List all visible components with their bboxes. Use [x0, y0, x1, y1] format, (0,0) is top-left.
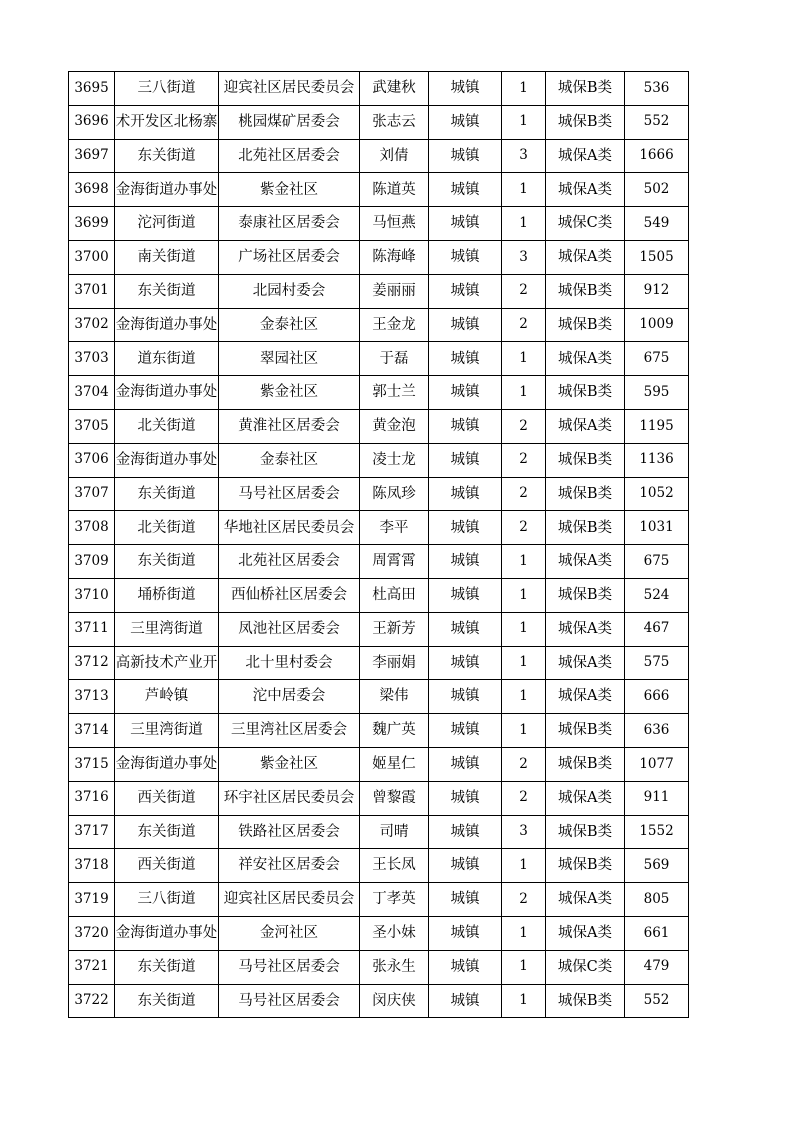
- area-type-cell: 城镇: [429, 409, 502, 443]
- community-cell: 马号社区居委会: [219, 984, 360, 1018]
- community-cell: 铁路社区居委会: [219, 815, 360, 849]
- amount-cell: 661: [625, 916, 689, 950]
- category-cell: 城保B类: [546, 72, 625, 106]
- name-cell: 周霄霄: [360, 545, 429, 579]
- table-row: [69, 646, 689, 680]
- district-cell: 金海街道办事处: [115, 308, 219, 342]
- name-cell: 司晴: [360, 815, 429, 849]
- serial-number-cell: 3703: [69, 342, 115, 376]
- table-row: [69, 578, 689, 612]
- area-type-cell: 城镇: [429, 714, 502, 748]
- serial-number-cell: 3718: [69, 849, 115, 883]
- district-cell: 埇桥街道: [115, 578, 219, 612]
- area-type-cell: 城镇: [429, 443, 502, 477]
- area-type-cell: 城镇: [429, 849, 502, 883]
- name-cell: 李平: [360, 511, 429, 545]
- area-type-cell: 城镇: [429, 646, 502, 680]
- category-cell: 城保B类: [546, 477, 625, 511]
- category-cell: 城保A类: [546, 883, 625, 917]
- area-type-cell: 城镇: [429, 139, 502, 173]
- household-count-cell: 2: [502, 443, 546, 477]
- name-cell: 圣小妹: [360, 916, 429, 950]
- name-cell: 张志云: [360, 105, 429, 139]
- name-cell: 黄金泡: [360, 409, 429, 443]
- name-cell: 武建秋: [360, 72, 429, 106]
- name-cell: 陈海峰: [360, 240, 429, 274]
- category-cell: 城保B类: [546, 714, 625, 748]
- name-cell: 闵庆侠: [360, 984, 429, 1018]
- area-type-cell: 城镇: [429, 72, 502, 106]
- district-cell: 沱河街道: [115, 207, 219, 241]
- community-cell: 广场社区居委会: [219, 240, 360, 274]
- household-count-cell: 1: [502, 984, 546, 1018]
- serial-number-cell: 3702: [69, 308, 115, 342]
- district-cell: 东关街道: [115, 950, 219, 984]
- amount-cell: 1195: [625, 409, 689, 443]
- community-cell: 泰康社区居委会: [219, 207, 360, 241]
- amount-cell: 1052: [625, 477, 689, 511]
- household-count-cell: 1: [502, 376, 546, 410]
- household-count-cell: 2: [502, 308, 546, 342]
- category-cell: 城保A类: [546, 173, 625, 207]
- amount-cell: 911: [625, 781, 689, 815]
- district-cell: 金海街道办事处: [115, 443, 219, 477]
- amount-cell: 805: [625, 883, 689, 917]
- serial-number-cell: 3697: [69, 139, 115, 173]
- serial-number-cell: 3716: [69, 781, 115, 815]
- name-cell: 陈凤珍: [360, 477, 429, 511]
- name-cell: 王新芳: [360, 612, 429, 646]
- name-cell: 王长凤: [360, 849, 429, 883]
- district-cell: 西关街道: [115, 781, 219, 815]
- area-type-cell: 城镇: [429, 376, 502, 410]
- serial-number-cell: 3700: [69, 240, 115, 274]
- amount-cell: 1009: [625, 308, 689, 342]
- category-cell: 城保B类: [546, 815, 625, 849]
- roster-body: [69, 72, 689, 1018]
- roster-table: [68, 71, 689, 1018]
- category-cell: 城保C类: [546, 950, 625, 984]
- table-row: [69, 376, 689, 410]
- area-type-cell: 城镇: [429, 612, 502, 646]
- category-cell: 城保B类: [546, 376, 625, 410]
- name-cell: 姬星仁: [360, 747, 429, 781]
- amount-cell: 552: [625, 105, 689, 139]
- area-type-cell: 城镇: [429, 680, 502, 714]
- table-row: [69, 477, 689, 511]
- category-cell: 城保B类: [546, 105, 625, 139]
- serial-number-cell: 3709: [69, 545, 115, 579]
- area-type-cell: 城镇: [429, 578, 502, 612]
- name-cell: 郭士兰: [360, 376, 429, 410]
- serial-number-cell: 3708: [69, 511, 115, 545]
- household-count-cell: 2: [502, 477, 546, 511]
- district-cell: 三八街道: [115, 72, 219, 106]
- category-cell: 城保A类: [546, 139, 625, 173]
- household-count-cell: 1: [502, 545, 546, 579]
- serial-number-cell: 3719: [69, 883, 115, 917]
- category-cell: 城保A类: [546, 680, 625, 714]
- community-cell: 桃园煤矿居委会: [219, 105, 360, 139]
- amount-cell: 575: [625, 646, 689, 680]
- amount-cell: 502: [625, 173, 689, 207]
- amount-cell: 479: [625, 950, 689, 984]
- amount-cell: 1136: [625, 443, 689, 477]
- table-row: [69, 545, 689, 579]
- name-cell: 于磊: [360, 342, 429, 376]
- serial-number-cell: 3696: [69, 105, 115, 139]
- category-cell: 城保A类: [546, 916, 625, 950]
- district-cell: 芦岭镇: [115, 680, 219, 714]
- amount-cell: 1505: [625, 240, 689, 274]
- name-cell: 姜丽丽: [360, 274, 429, 308]
- name-cell: 李丽娟: [360, 646, 429, 680]
- amount-cell: 675: [625, 545, 689, 579]
- serial-number-cell: 3698: [69, 173, 115, 207]
- category-cell: 城保A类: [546, 781, 625, 815]
- name-cell: 魏广英: [360, 714, 429, 748]
- category-cell: 城保B类: [546, 511, 625, 545]
- serial-number-cell: 3721: [69, 950, 115, 984]
- table-row: [69, 274, 689, 308]
- category-cell: 城保C类: [546, 207, 625, 241]
- household-count-cell: 1: [502, 680, 546, 714]
- amount-cell: 912: [625, 274, 689, 308]
- table-row: [69, 984, 689, 1018]
- table-row: [69, 680, 689, 714]
- amount-cell: 524: [625, 578, 689, 612]
- community-cell: 马号社区居委会: [219, 950, 360, 984]
- serial-number-cell: 3707: [69, 477, 115, 511]
- area-type-cell: 城镇: [429, 545, 502, 579]
- category-cell: 城保B类: [546, 443, 625, 477]
- amount-cell: 1666: [625, 139, 689, 173]
- household-count-cell: 2: [502, 274, 546, 308]
- table-row: [69, 916, 689, 950]
- area-type-cell: 城镇: [429, 274, 502, 308]
- area-type-cell: 城镇: [429, 173, 502, 207]
- name-cell: 王金龙: [360, 308, 429, 342]
- area-type-cell: 城镇: [429, 747, 502, 781]
- district-cell: 东关街道: [115, 545, 219, 579]
- community-cell: 金泰社区: [219, 443, 360, 477]
- amount-cell: 666: [625, 680, 689, 714]
- table-row: [69, 443, 689, 477]
- name-cell: 杜高田: [360, 578, 429, 612]
- household-count-cell: 1: [502, 207, 546, 241]
- table-row: [69, 747, 689, 781]
- household-count-cell: 2: [502, 883, 546, 917]
- district-cell: 东关街道: [115, 815, 219, 849]
- community-cell: 紫金社区: [219, 173, 360, 207]
- table-row: [69, 173, 689, 207]
- area-type-cell: 城镇: [429, 105, 502, 139]
- community-cell: 西仙桥社区居委会: [219, 578, 360, 612]
- amount-cell: 595: [625, 376, 689, 410]
- amount-cell: 536: [625, 72, 689, 106]
- community-cell: 三里湾社区居委会: [219, 714, 360, 748]
- district-cell: 金海街道办事处: [115, 376, 219, 410]
- amount-cell: 1031: [625, 511, 689, 545]
- table-row: [69, 714, 689, 748]
- district-cell: 金海街道办事处: [115, 173, 219, 207]
- category-cell: 城保A类: [546, 240, 625, 274]
- area-type-cell: 城镇: [429, 781, 502, 815]
- name-cell: 张永生: [360, 950, 429, 984]
- table-row: [69, 612, 689, 646]
- area-type-cell: 城镇: [429, 815, 502, 849]
- district-cell: 东关街道: [115, 984, 219, 1018]
- serial-number-cell: 3720: [69, 916, 115, 950]
- community-cell: 金河社区: [219, 916, 360, 950]
- table-row: [69, 815, 689, 849]
- name-cell: 丁孝英: [360, 883, 429, 917]
- district-cell: 北关街道: [115, 511, 219, 545]
- table-row: [69, 950, 689, 984]
- household-count-cell: 2: [502, 747, 546, 781]
- household-count-cell: 1: [502, 173, 546, 207]
- serial-number-cell: 3706: [69, 443, 115, 477]
- area-type-cell: 城镇: [429, 308, 502, 342]
- serial-number-cell: 3711: [69, 612, 115, 646]
- serial-number-cell: 3701: [69, 274, 115, 308]
- household-count-cell: 3: [502, 240, 546, 274]
- amount-cell: 1552: [625, 815, 689, 849]
- household-count-cell: 2: [502, 511, 546, 545]
- table-row: [69, 240, 689, 274]
- community-cell: 紫金社区: [219, 376, 360, 410]
- district-cell: 三里湾街道: [115, 714, 219, 748]
- table-row: [69, 409, 689, 443]
- community-cell: 金泰社区: [219, 308, 360, 342]
- household-count-cell: 2: [502, 409, 546, 443]
- household-count-cell: 3: [502, 815, 546, 849]
- table-row: [69, 342, 689, 376]
- district-cell: 东关街道: [115, 477, 219, 511]
- serial-number-cell: 3713: [69, 680, 115, 714]
- household-count-cell: 1: [502, 714, 546, 748]
- amount-cell: 552: [625, 984, 689, 1018]
- community-cell: 迎宾社区居民委员会: [219, 883, 360, 917]
- area-type-cell: 城镇: [429, 207, 502, 241]
- district-cell: 东关街道: [115, 274, 219, 308]
- area-type-cell: 城镇: [429, 511, 502, 545]
- household-count-cell: 3: [502, 139, 546, 173]
- district-cell: 高新技术产业开: [115, 646, 219, 680]
- name-cell: 陈道英: [360, 173, 429, 207]
- household-count-cell: 1: [502, 916, 546, 950]
- category-cell: 城保A类: [546, 409, 625, 443]
- amount-cell: 675: [625, 342, 689, 376]
- household-count-cell: 1: [502, 342, 546, 376]
- name-cell: 曾黎霞: [360, 781, 429, 815]
- category-cell: 城保A类: [546, 342, 625, 376]
- table-row: [69, 781, 689, 815]
- table-row: [69, 511, 689, 545]
- area-type-cell: 城镇: [429, 883, 502, 917]
- household-count-cell: 1: [502, 72, 546, 106]
- community-cell: 翠园社区: [219, 342, 360, 376]
- serial-number-cell: 3710: [69, 578, 115, 612]
- district-cell: 北关街道: [115, 409, 219, 443]
- community-cell: 华地社区居民委员会: [219, 511, 360, 545]
- serial-number-cell: 3714: [69, 714, 115, 748]
- community-cell: 环宇社区居民委员会: [219, 781, 360, 815]
- household-count-cell: 1: [502, 578, 546, 612]
- category-cell: 城保B类: [546, 747, 625, 781]
- serial-number-cell: 3705: [69, 409, 115, 443]
- amount-cell: 636: [625, 714, 689, 748]
- community-cell: 黄淮社区居委会: [219, 409, 360, 443]
- area-type-cell: 城镇: [429, 984, 502, 1018]
- area-type-cell: 城镇: [429, 240, 502, 274]
- community-cell: 迎宾社区居民委员会: [219, 72, 360, 106]
- serial-number-cell: 3722: [69, 984, 115, 1018]
- table-row: [69, 883, 689, 917]
- community-cell: 北苑社区居委会: [219, 139, 360, 173]
- amount-cell: 569: [625, 849, 689, 883]
- community-cell: 北十里村委会: [219, 646, 360, 680]
- district-cell: 三八街道: [115, 883, 219, 917]
- amount-cell: 549: [625, 207, 689, 241]
- community-cell: 沱中居委会: [219, 680, 360, 714]
- category-cell: 城保B类: [546, 849, 625, 883]
- table-row: [69, 849, 689, 883]
- serial-number-cell: 3717: [69, 815, 115, 849]
- name-cell: 刘倩: [360, 139, 429, 173]
- district-cell: 东关街道: [115, 139, 219, 173]
- table-row: [69, 105, 689, 139]
- area-type-cell: 城镇: [429, 477, 502, 511]
- name-cell: 梁伟: [360, 680, 429, 714]
- household-count-cell: 2: [502, 781, 546, 815]
- amount-cell: 1077: [625, 747, 689, 781]
- area-type-cell: 城镇: [429, 950, 502, 984]
- community-cell: 紫金社区: [219, 747, 360, 781]
- community-cell: 凤池社区居委会: [219, 612, 360, 646]
- serial-number-cell: 3704: [69, 376, 115, 410]
- table-row: [69, 72, 689, 106]
- area-type-cell: 城镇: [429, 342, 502, 376]
- community-cell: 祥安社区居委会: [219, 849, 360, 883]
- table-row: [69, 139, 689, 173]
- serial-number-cell: 3715: [69, 747, 115, 781]
- serial-number-cell: 3695: [69, 72, 115, 106]
- household-count-cell: 1: [502, 612, 546, 646]
- serial-number-cell: 3699: [69, 207, 115, 241]
- district-cell: 金海街道办事处: [115, 916, 219, 950]
- amount-cell: 467: [625, 612, 689, 646]
- category-cell: 城保B类: [546, 984, 625, 1018]
- community-cell: 北园村委会: [219, 274, 360, 308]
- district-cell: 道东街道: [115, 342, 219, 376]
- serial-number-cell: 3712: [69, 646, 115, 680]
- household-count-cell: 1: [502, 105, 546, 139]
- district-cell: 金海街道办事处: [115, 747, 219, 781]
- category-cell: 城保A类: [546, 646, 625, 680]
- category-cell: 城保A类: [546, 612, 625, 646]
- table-row: [69, 207, 689, 241]
- district-cell: 西关街道: [115, 849, 219, 883]
- category-cell: 城保B类: [546, 274, 625, 308]
- household-count-cell: 1: [502, 849, 546, 883]
- name-cell: 马恒燕: [360, 207, 429, 241]
- name-cell: 凌士龙: [360, 443, 429, 477]
- category-cell: 城保A类: [546, 545, 625, 579]
- table-row: [69, 308, 689, 342]
- district-cell: 术开发区北杨寨: [115, 105, 219, 139]
- household-count-cell: 1: [502, 646, 546, 680]
- household-count-cell: 1: [502, 950, 546, 984]
- area-type-cell: 城镇: [429, 916, 502, 950]
- category-cell: 城保B类: [546, 578, 625, 612]
- district-cell: 三里湾街道: [115, 612, 219, 646]
- district-cell: 南关街道: [115, 240, 219, 274]
- community-cell: 马号社区居委会: [219, 477, 360, 511]
- community-cell: 北苑社区居委会: [219, 545, 360, 579]
- category-cell: 城保B类: [546, 308, 625, 342]
